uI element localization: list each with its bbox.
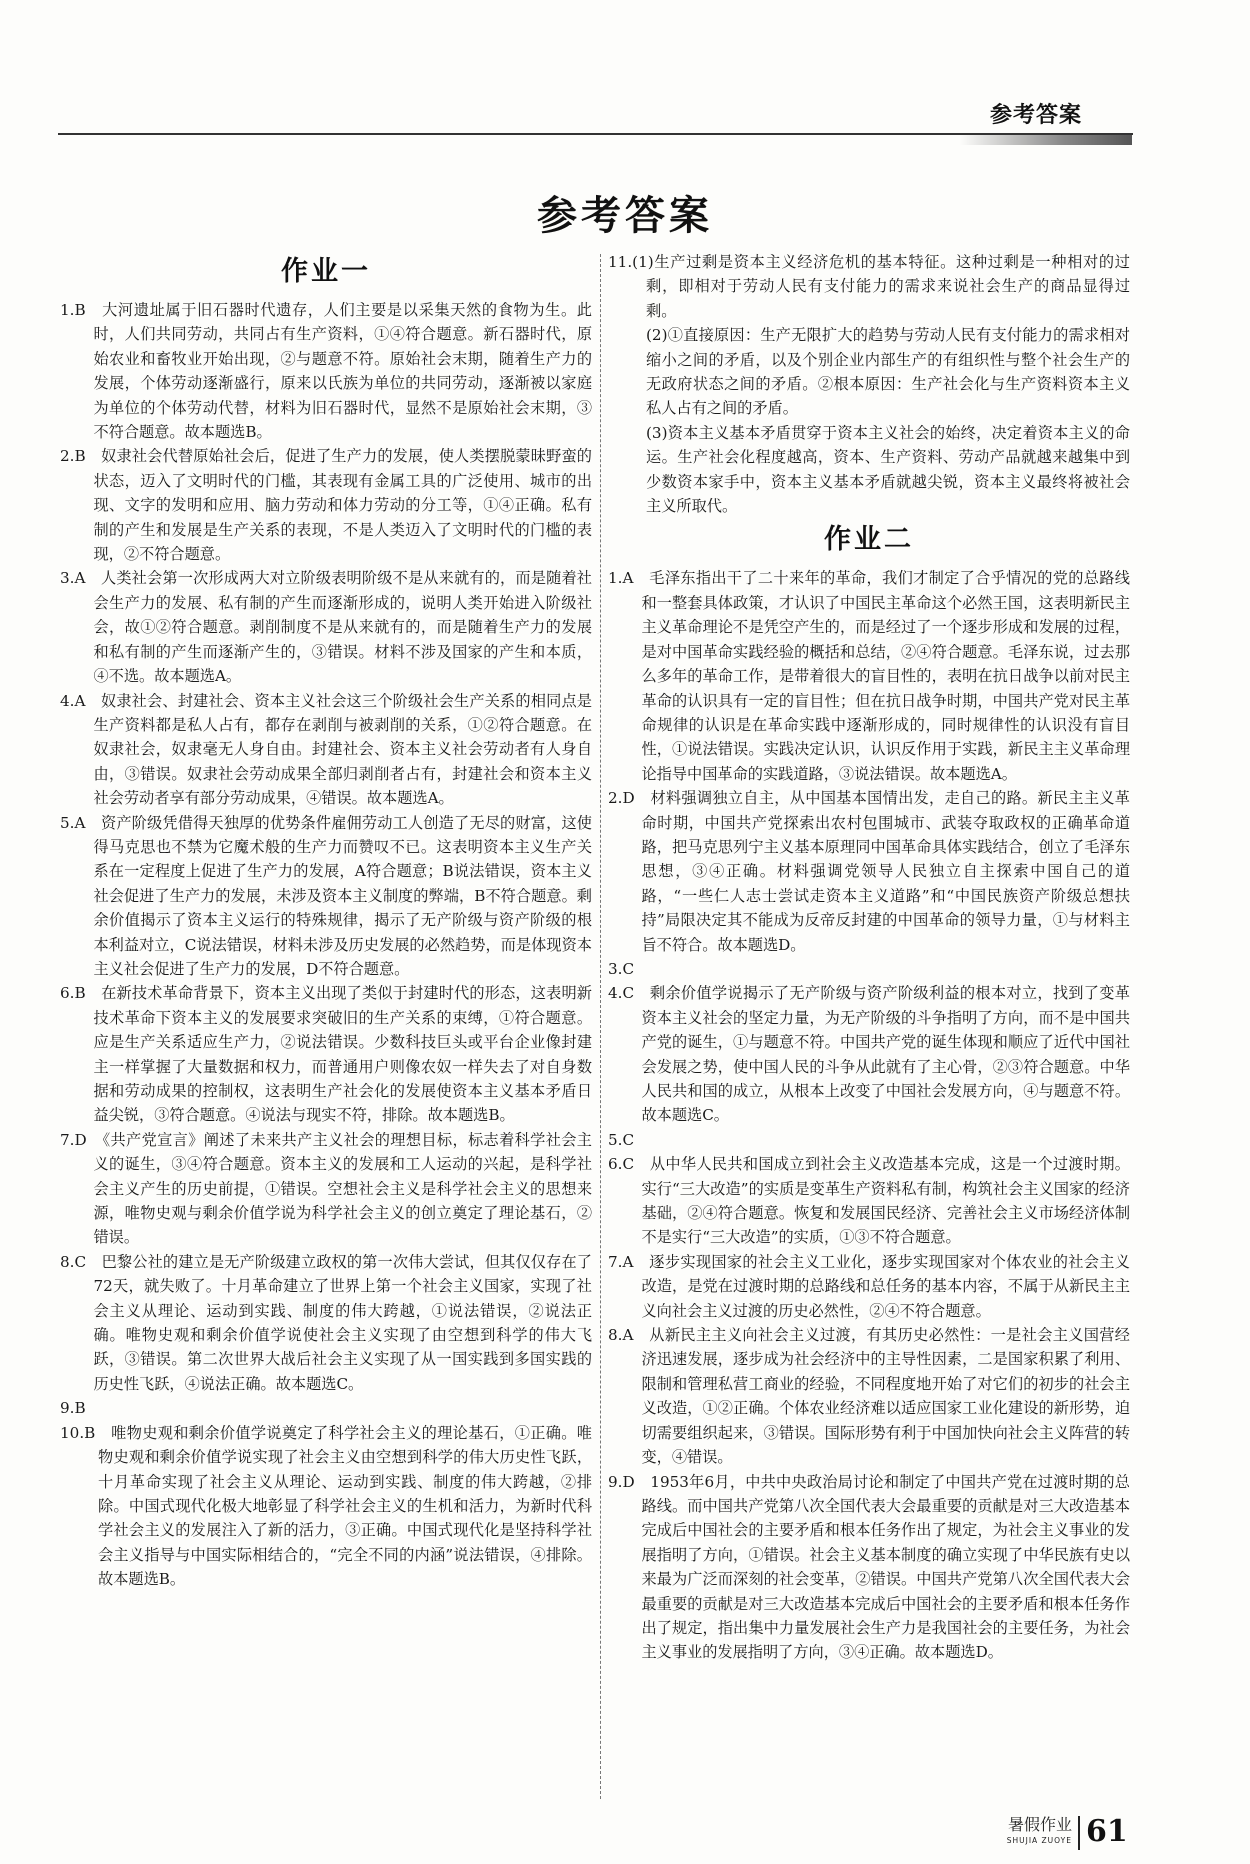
section-title-homework-2: 作业二: [824, 524, 914, 556]
page-number: 61: [1086, 1814, 1128, 1849]
header-shade: [960, 135, 1132, 145]
answer-item-11-part-2: (2)①直接原因：生产无限扩大的趋势与劳动人民有支付能力的需求相对缩小之间的矛盾，以及个别企业内部生产的有组织性与整个社会生产的无政府状态之间的矛盾。②根本原因：生产社会化与生产资料资本主义私人占有之间的矛盾。: [646, 326, 1130, 418]
column-divider: [600, 254, 601, 1799]
footer-brand-name: 暑假作业: [1007, 1815, 1072, 1834]
answer-item-2-4: 4.C 剩余价值学说揭示了无产阶级与资产阶级利益的根本对立，找到了变革资本主义社会的坚定力量，为无产阶级的斗争指明了方向，而不是中国共产党的诞生，①与题意不符。中国共产党的诞生体现和顺应了近代中国社会发展之势，使中国人民的斗争从此就有了主心骨，②③符合题意。中华人民共和国的成立，从根本上改变了中国社会发展方向，④与题意不符。故本题选C。: [608, 984, 1130, 1125]
answer-item-2-3: 3.C: [608, 959, 635, 978]
left-column: [60, 250, 592, 1592]
answer-item-7: 7.D 《共产党宣言》阐述了未来共产主义社会的理想目标，标志着科学社会主义的诞生，③④符合题意。资本主义的发展和工人运动的兴起，是科学社会主义产生的历史前提，①错误。空想社会主义是科学社会主义的思想来源，唯物史观与剩余价值学说为科学社会主义的创立奠定了理论基石，②错误。: [60, 1130, 592, 1247]
answer-item-2-8: 8.A 从新民主主义向社会主义过渡，有其历史必然性：一是社会主义国营经济迅速发展，逐步成为社会经济中的主导性因素，二是国家积累了利用、限制和管理私营工商业的经验，不同程度地开始了对它们的初步的社会主义改造，①②正确。个体农业经济难以适应国家工业化建设的新形势，迫切需要组织起来，③错误。国际形势有利于中国加快向社会主义阵营的转变，④错误。: [608, 1326, 1130, 1467]
footer-separator: [1078, 1816, 1080, 1850]
section-title-homework-1: 作业一: [281, 256, 371, 287]
footer-brand: [1000, 1815, 1072, 1855]
answer-item-2-2: 2.D 材料强调独立自主，从中国基本国情出发，走自己的路。新民主主义革命时期，中国共产党探索出农村包围城市、武装夺取政权的正确革命道路，把马克思列宁主义基本原理同中国革命具体实践结合，创立了毛泽东思想，③④正确。材料强调党领导人民独立自主探索中国自己的道路，“一些仁人志士尝试走资本主义道路”和“中国民族资产阶级总想扶持”局限决定其不能成为反帝反封建的中国革命的领导力量，①与材料主旨不符合。故本题选D。: [608, 789, 1130, 954]
answer-item-2-5: 5.C: [608, 1130, 635, 1149]
answer-item-2-7: 7.A 逐步实现国家的社会主义工业化，逐步实现国家对个体农业的社会主义改造，是党在过渡时期的总路线和总任务的基本内容，不属于从新民主主义向社会主义过渡的历史必然性，②④不符合题意。: [608, 1252, 1130, 1320]
footer-brand-pinyin: SHUJIA ZUOYE: [1006, 1836, 1072, 1845]
page-title: 参考答案: [537, 193, 713, 239]
answer-item-1: 1.B 大河遗址属于旧石器时代遗存，人们主要是以采集天然的食物为生。此时，人们共同劳动，共同占有生产资料，①④符合题意。新石器时代，原始农业和畜牧业开始出现，②与题意不符。原始社会末期，随着生产力的发展，个体劳动逐渐盛行，原来以氏族为单位的共同劳动，逐渐被以家庭为单位的个体劳动代替，材料为旧石器时代，显然不是原始社会末期，③不符合题意。故本题选B。: [60, 301, 592, 442]
answer-item-5: 5.A 资产阶级凭借得天独厚的优势条件雇佣劳动工人创造了无尽的财富，这使得马克思也不禁为它魔术般的生产力而赞叹不已。这表明资本主义生产关系在一定程度上促进了生产力的发展，A符合题意；B说法错误，资本主义社会促进了生产力的发展，未涉及资本主义制度的弊端，B不符合题意。剩余价值揭示了资本主义运行的特殊规律，揭示了无产阶级与资产阶级的根本利益对立，C说法错误，材料未涉及历史发展的必然趋势，而是体现资本主义社会促进了生产力的发展，D不符合题意。: [60, 813, 592, 978]
answer-item-9: 9.B: [60, 1399, 86, 1418]
header-tag: 参考答案: [990, 103, 1083, 128]
answer-item-2-9: 9.D 1953年6月，中共中央政治局讨论和制定了中国共产党在过渡时期的总路线。而中国共产党第八次全国代表大会最重要的贡献是对三大改造基本完成后中国社会的主要矛盾和根本任务作出了规定，为社会主义事业的发展指明了方向，①错误。社会主义基本制度的确立实现了中华民族有史以来最为广泛而深刻的社会变革，②错误。中国共产党第八次全国代表大会最重要的贡献是对三大改造基本完成后中国社会的主要矛盾和根本任务作出了规定，指出集中力量发展社会生产力是我国社会的主要任务，为社会主义事业的发展指明了方向，③④正确。故本题选D。: [608, 1472, 1130, 1662]
answer-item-2-1: 1.A 毛泽东指出干了二十来年的革命，我们才制定了合乎情况的党的总路线和一整套具体政策，才认识了中国民主革命这个必然王国，这表明新民主主义革命理论不是凭空产生的，而是经过了一个逐步形成和发展的过程，是对中国革命实践经验的概括和总结，②④符合题意。毛泽东说，过去那么多年的革命工作，是带着很大的盲目性的，表明在抗日战争以前对民主革命的认识具有一定的盲目性；但在抗日战争时期，中国共产党对民主革命规律的认识是在革命实践中逐渐形成的，同时规律性的认识没有盲目性，①说法错误。实践决定认识，认识反作用于实践，新民主主义革命理论指导中国革命的实践道路，③说法错误。故本题选A。: [608, 569, 1130, 783]
answer-item-11-part-3: (3)资本主义基本矛盾贯穿于资本主义社会的始终，决定着资本主义的命运。生产社会化程度越高，资本、生产资料、劳动产品就越来越集中到少数资本家手中，资本主义基本矛盾就越尖锐，资本主义最终将被社会主义所取代。: [646, 423, 1130, 516]
answer-item-2-6: 6.C 从中华人民共和国成立到社会主义改造基本完成，这是一个过渡时期。实行“三大改造”的实质是变革生产资料私有制，构筑社会主义国家的经济基础，②④符合题意。恢复和发展国民经济、完善社会主义市场经济体制不是实行“三大改造”的实质，①③不符合题意。: [608, 1155, 1130, 1247]
answer-item-10: 10.B 唯物史观和剩余价值学说奠定了科学社会主义的理论基石，①正确。唯物史观和剩余价值学说实现了社会主义由空想到科学的伟大历史性飞跃，十月革命实现了社会主义从理论、运动到实践、制度的伟大跨越，②排除。中国式现代化极大地彰显了科学社会主义的生机和活力，为新时代科学社会主义的发展注入了新的活力，③正确。中国式现代化是坚持科学社会主义指导与中国实际相结合的，“完全不同的内涵”说法错误，④排除。故本题选B。: [60, 1423, 592, 1589]
answer-item-4: 4.A 奴隶社会、封建社会、资本主义社会这三个阶级社会生产关系的相同点是生产资料都是私人占有，都存在剥削与被剥削的关系，①②符合题意。在奴隶社会，奴隶毫无人身自由。封建社会、资本主义社会劳动者有人身自由，③错误。奴隶社会劳动成果全部归剥削者占有，封建社会和资本主义社会劳动者享有部分劳动成果，④错误。故本题选A。: [60, 691, 592, 808]
answer-item-6: 6.B 在新技术革命背景下，资本主义出现了类似于封建时代的形态，这表明新技术革命下资本主义的发展要求突破旧的生产关系的束缚，①符合题意。应是生产关系适应生产力，②说法错误。少数科技巨头或平台企业像封建主一样掌握了大量数据和权力，而普通用户则像农奴一样失去了对自身数据和劳动成果的控制权，这表明生产社会化的发展使资本主义基本矛盾日益尖锐，③符合题意。④说法与现实不符，排除。故本题选B。: [60, 984, 592, 1125]
answer-item-3: 3.A 人类社会第一次形成两大对立阶级表明阶级不是从来就有的，而是随着社会生产力的发展、私有制的产生而逐渐形成的，说明人类开始进入阶级社会，故①②符合题意。剥削制度不是从来就有的，而是随着生产力的发展和私有制的产生而逐渐产生的，③错误。材料不涉及国家的产生和本质，④不选。故本题选A。: [60, 569, 592, 686]
right-column: [608, 250, 1130, 1665]
answer-item-11-part-1: 11.(1)生产过剩是资本主义经济危机的基本特征。这种过剩是一种相对的过剩，即相对于劳动人民有支付能力的需求来说社会生产的商品显得过剩。: [608, 253, 1130, 320]
answer-item-2: 2.B 奴隶社会代替原始社会后，促进了生产力的发展，使人类摆脱蒙昧野蛮的状态，迈入了文明时代的门槛，其表现有金属工具的广泛使用、城市的出现、文字的发明和应用、脑力劳动和体力劳动的分工等，①④正确。私有制的产生和发展是生产关系的表现，不是人类迈入了文明时代的门槛的表现，②不符合题意。: [60, 447, 592, 564]
answer-item-8: 8.C 巴黎公社的建立是无产阶级建立政权的第一次伟大尝试，但其仅仅存在了72天，就失败了。十月革命建立了世界上第一个社会主义国家，实现了社会主义从理论、运动到实践、制度的伟大跨越，①说法错误，②说法正确。唯物史观和剩余价值学说使社会主义实现了由空想到科学的伟大飞跃，③错误。第二次世界大战后社会主义实现了从一国实践到多国实践的历史性飞跃，④说法正确。故本题选C。: [60, 1252, 592, 1393]
